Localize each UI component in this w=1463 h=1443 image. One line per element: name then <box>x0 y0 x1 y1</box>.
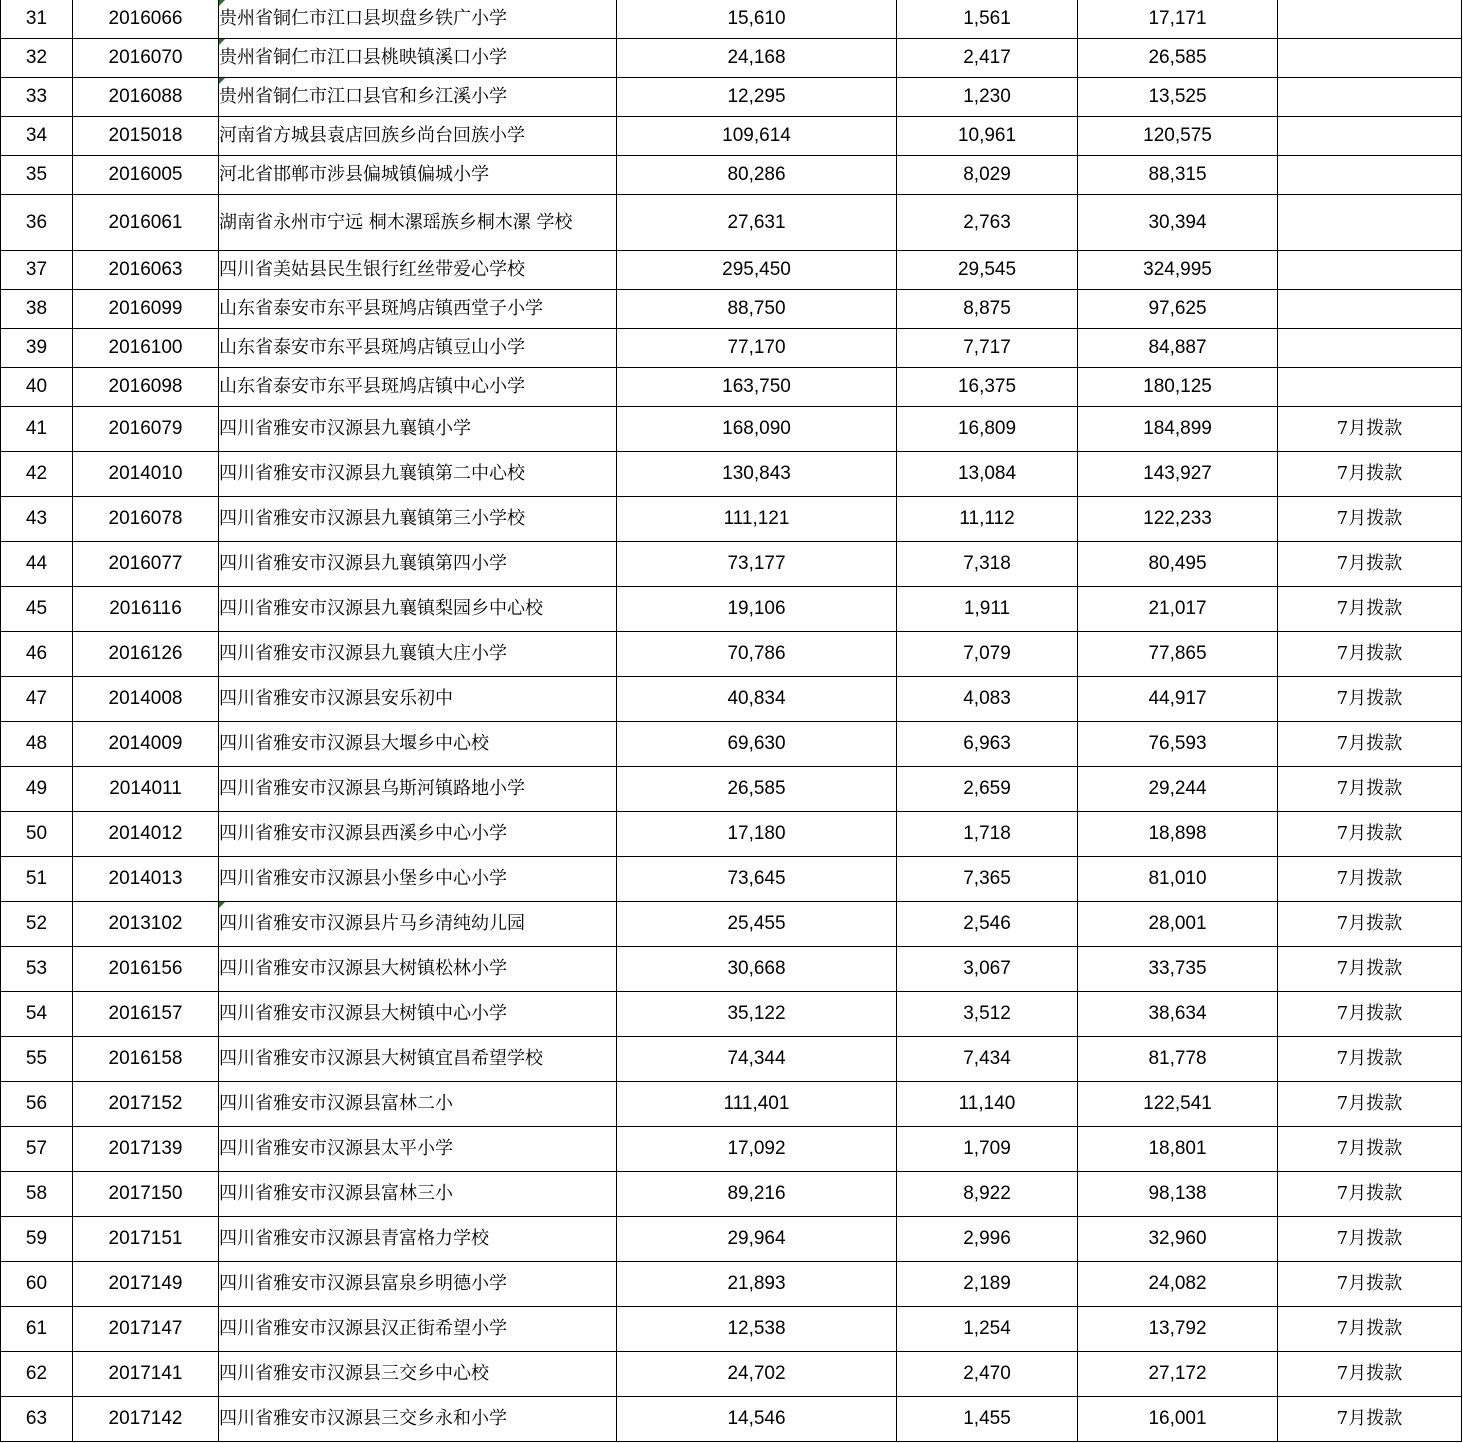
row-index-cell[interactable]: 61 <box>1 1307 73 1352</box>
note-cell[interactable]: 7月拨款 <box>1278 947 1462 992</box>
project-code-cell[interactable]: 2017147 <box>73 1307 219 1352</box>
school-name-cell[interactable]: 四川省雅安市汉源县富林三小 <box>219 1172 617 1217</box>
amount-cell[interactable]: 88,750 <box>617 290 897 329</box>
row-index-cell[interactable]: 56 <box>1 1082 73 1127</box>
table-row <box>1 78 1462 117</box>
fee-cell[interactable]: 1,561 <box>897 0 1078 39</box>
row-index-cell[interactable]: 58 <box>1 1172 73 1217</box>
table-row <box>1 497 1462 542</box>
amount-cell[interactable]: 89,216 <box>617 1172 897 1217</box>
school-name-cell[interactable]: 四川省雅安市汉源县九襄镇梨园乡中心校 <box>219 587 617 632</box>
total-cell[interactable]: 84,887 <box>1078 329 1278 368</box>
total-cell[interactable]: 27,172 <box>1078 1352 1278 1397</box>
note-cell[interactable] <box>1278 78 1462 117</box>
table-row <box>1 1037 1462 1082</box>
table-row <box>1 1397 1462 1442</box>
row-index-cell[interactable]: 57 <box>1 1127 73 1172</box>
school-name-cell[interactable]: 河南省方城县袁店回族乡尚台回族小学 <box>219 117 617 156</box>
amount-cell[interactable]: 77,170 <box>617 329 897 368</box>
row-index-cell[interactable]: 50 <box>1 812 73 857</box>
row-index-cell[interactable]: 62 <box>1 1352 73 1397</box>
row-index-cell[interactable]: 51 <box>1 857 73 902</box>
fee-cell[interactable]: 7,079 <box>897 632 1078 677</box>
row-index-cell[interactable]: 31 <box>1 0 73 39</box>
note-cell[interactable] <box>1278 195 1462 251</box>
table-row <box>1 722 1462 767</box>
school-name-cell[interactable]: 四川省雅安市汉源县太平小学 <box>219 1127 617 1172</box>
project-code-cell[interactable]: 2016077 <box>73 542 219 587</box>
total-cell[interactable]: 33,735 <box>1078 947 1278 992</box>
fee-cell[interactable]: 2,659 <box>897 767 1078 812</box>
note-cell[interactable]: 7月拨款 <box>1278 902 1462 947</box>
fee-cell[interactable]: 3,512 <box>897 992 1078 1037</box>
amount-cell[interactable]: 69,630 <box>617 722 897 767</box>
row-index-cell[interactable]: 44 <box>1 542 73 587</box>
table-row <box>1 329 1462 368</box>
project-code-cell[interactable]: 2016157 <box>73 992 219 1037</box>
total-cell[interactable]: 97,625 <box>1078 290 1278 329</box>
total-cell[interactable]: 180,125 <box>1078 368 1278 407</box>
amount-cell[interactable]: 24,702 <box>617 1352 897 1397</box>
note-cell[interactable] <box>1278 0 1462 39</box>
row-index-cell[interactable]: 38 <box>1 290 73 329</box>
fee-cell[interactable]: 7,365 <box>897 857 1078 902</box>
table-row <box>1 1307 1462 1352</box>
project-code-cell[interactable]: 2016070 <box>73 39 219 78</box>
amount-cell[interactable]: 168,090 <box>617 407 897 452</box>
project-code-cell[interactable]: 2017150 <box>73 1172 219 1217</box>
fee-cell[interactable]: 2,417 <box>897 39 1078 78</box>
fee-cell[interactable]: 16,809 <box>897 407 1078 452</box>
project-code-cell[interactable]: 2014008 <box>73 677 219 722</box>
fee-cell[interactable]: 7,717 <box>897 329 1078 368</box>
fee-cell[interactable]: 11,112 <box>897 497 1078 542</box>
table-row <box>1 407 1462 452</box>
table-row <box>1 947 1462 992</box>
amount-cell[interactable]: 27,631 <box>617 195 897 251</box>
table-row <box>1 117 1462 156</box>
amount-cell[interactable]: 130,843 <box>617 452 897 497</box>
table-row <box>1 251 1462 290</box>
project-code-cell[interactable]: 2016005 <box>73 156 219 195</box>
school-name-cell[interactable]: 河北省邯郸市涉县偏城镇偏城小学 <box>219 156 617 195</box>
school-name-cell[interactable]: 四川省雅安市汉源县三交乡永和小学 <box>219 1397 617 1442</box>
total-cell[interactable]: 13,525 <box>1078 78 1278 117</box>
amount-cell[interactable]: 70,786 <box>617 632 897 677</box>
table-row <box>1 452 1462 497</box>
fee-cell[interactable]: 29,545 <box>897 251 1078 290</box>
school-name-cell[interactable]: 四川省雅安市汉源县九襄镇第二中心校 <box>219 452 617 497</box>
amount-cell[interactable]: 73,645 <box>617 857 897 902</box>
table-row <box>1 767 1462 812</box>
fee-cell[interactable]: 16,375 <box>897 368 1078 407</box>
table-row <box>1 677 1462 722</box>
amount-cell[interactable]: 40,834 <box>617 677 897 722</box>
note-cell[interactable]: 7月拨款 <box>1278 812 1462 857</box>
school-name-cell[interactable]: 四川省雅安市汉源县小堡乡中心小学 <box>219 857 617 902</box>
project-code-cell[interactable]: 2016061 <box>73 195 219 251</box>
row-index-cell[interactable]: 55 <box>1 1037 73 1082</box>
school-name-cell[interactable]: 四川省雅安市汉源县九襄镇第三小学校 <box>219 497 617 542</box>
row-index-cell[interactable]: 34 <box>1 117 73 156</box>
row-index-cell[interactable]: 36 <box>1 195 73 251</box>
table-row <box>1 992 1462 1037</box>
school-name-cell[interactable]: 山东省泰安市东平县斑鸠店镇豆山小学 <box>219 329 617 368</box>
amount-cell[interactable]: 163,750 <box>617 368 897 407</box>
total-cell[interactable]: 184,899 <box>1078 407 1278 452</box>
table-row <box>1 812 1462 857</box>
note-cell[interactable]: 7月拨款 <box>1278 407 1462 452</box>
fee-cell[interactable]: 1,254 <box>897 1307 1078 1352</box>
project-code-cell[interactable]: 2014013 <box>73 857 219 902</box>
total-cell[interactable]: 143,927 <box>1078 452 1278 497</box>
fee-cell[interactable]: 3,067 <box>897 947 1078 992</box>
note-cell[interactable]: 7月拨款 <box>1278 1217 1462 1262</box>
total-cell[interactable]: 81,778 <box>1078 1037 1278 1082</box>
school-name-cell[interactable]: 湖南省永州市宁远 桐木漯瑶族乡桐木漯 学校 <box>219 195 617 251</box>
amount-cell[interactable]: 295,450 <box>617 251 897 290</box>
note-cell[interactable] <box>1278 290 1462 329</box>
row-index-cell[interactable]: 45 <box>1 587 73 632</box>
row-index-cell[interactable]: 33 <box>1 78 73 117</box>
amount-cell[interactable]: 24,168 <box>617 39 897 78</box>
amount-cell[interactable]: 111,401 <box>617 1082 897 1127</box>
project-code-cell[interactable]: 2013102 <box>73 902 219 947</box>
total-cell[interactable]: 88,315 <box>1078 156 1278 195</box>
row-index-cell[interactable]: 53 <box>1 947 73 992</box>
fee-cell[interactable]: 1,718 <box>897 812 1078 857</box>
fee-cell[interactable]: 13,084 <box>897 452 1078 497</box>
amount-cell[interactable]: 30,668 <box>617 947 897 992</box>
total-cell[interactable]: 44,917 <box>1078 677 1278 722</box>
total-cell[interactable]: 26,585 <box>1078 39 1278 78</box>
project-code-cell[interactable]: 2014009 <box>73 722 219 767</box>
fee-cell[interactable]: 4,083 <box>897 677 1078 722</box>
total-cell[interactable]: 324,995 <box>1078 251 1278 290</box>
total-cell[interactable]: 120,575 <box>1078 117 1278 156</box>
school-name-cell[interactable]: 四川省雅安市汉源县青富格力学校 <box>219 1217 617 1262</box>
table-row <box>1 1217 1462 1262</box>
project-code-cell[interactable]: 2016079 <box>73 407 219 452</box>
table-row <box>1 290 1462 329</box>
project-code-cell[interactable]: 2017139 <box>73 1127 219 1172</box>
school-name-cell[interactable]: 贵州省铜仁市江口县官和乡江溪小学 <box>219 78 617 117</box>
note-cell[interactable]: 7月拨款 <box>1278 1307 1462 1352</box>
school-name-cell[interactable]: 四川省雅安市汉源县九襄镇小学 <box>219 407 617 452</box>
amount-cell[interactable]: 35,122 <box>617 992 897 1037</box>
project-code-cell[interactable]: 2016158 <box>73 1037 219 1082</box>
total-cell[interactable]: 13,792 <box>1078 1307 1278 1352</box>
total-cell[interactable]: 18,898 <box>1078 812 1278 857</box>
project-code-cell[interactable]: 2014012 <box>73 812 219 857</box>
amount-cell[interactable]: 74,344 <box>617 1037 897 1082</box>
school-name-cell[interactable]: 四川省雅安市汉源县西溪乡中心小学 <box>219 812 617 857</box>
table-row <box>1 1172 1462 1217</box>
fee-cell[interactable]: 8,029 <box>897 156 1078 195</box>
table-row <box>1 542 1462 587</box>
total-cell[interactable]: 38,634 <box>1078 992 1278 1037</box>
row-index-cell[interactable]: 46 <box>1 632 73 677</box>
note-cell[interactable]: 7月拨款 <box>1278 992 1462 1037</box>
school-name-cell[interactable]: 贵州省铜仁市江口县坝盘乡铁广小学 <box>219 0 617 39</box>
row-index-cell[interactable]: 52 <box>1 902 73 947</box>
fee-cell[interactable]: 2,189 <box>897 1262 1078 1307</box>
note-cell[interactable]: 7月拨款 <box>1278 587 1462 632</box>
school-name-cell[interactable]: 四川省美姑县民生银行红丝带爱心学校 <box>219 251 617 290</box>
amount-cell[interactable]: 19,106 <box>617 587 897 632</box>
project-code-cell[interactable]: 2016126 <box>73 632 219 677</box>
note-cell[interactable] <box>1278 251 1462 290</box>
amount-cell[interactable]: 12,538 <box>617 1307 897 1352</box>
fee-cell[interactable]: 2,763 <box>897 195 1078 251</box>
note-cell[interactable]: 7月拨款 <box>1278 722 1462 767</box>
row-index-cell[interactable]: 59 <box>1 1217 73 1262</box>
table-row <box>1 0 1462 39</box>
school-name-cell[interactable]: 四川省雅安市汉源县大树镇松林小学 <box>219 947 617 992</box>
amount-cell[interactable]: 111,121 <box>617 497 897 542</box>
row-index-cell[interactable]: 54 <box>1 992 73 1037</box>
note-cell[interactable]: 7月拨款 <box>1278 1352 1462 1397</box>
fee-cell[interactable]: 2,546 <box>897 902 1078 947</box>
fee-cell[interactable]: 2,996 <box>897 1217 1078 1262</box>
amount-cell[interactable]: 12,295 <box>617 78 897 117</box>
table-row <box>1 857 1462 902</box>
school-name-cell[interactable]: 四川省雅安市汉源县三交乡中心校 <box>219 1352 617 1397</box>
note-cell[interactable]: 7月拨款 <box>1278 497 1462 542</box>
school-name-cell[interactable]: 四川省雅安市汉源县大堰乡中心校 <box>219 722 617 767</box>
table-row <box>1 368 1462 407</box>
amount-cell[interactable]: 73,177 <box>617 542 897 587</box>
note-cell[interactable] <box>1278 156 1462 195</box>
table-row <box>1 156 1462 195</box>
school-name-cell[interactable]: 四川省雅安市汉源县汉正街希望小学 <box>219 1307 617 1352</box>
fee-cell[interactable]: 1,230 <box>897 78 1078 117</box>
project-code-cell[interactable]: 2017151 <box>73 1217 219 1262</box>
row-index-cell[interactable]: 35 <box>1 156 73 195</box>
amount-cell[interactable]: 17,092 <box>617 1127 897 1172</box>
fee-cell[interactable]: 1,911 <box>897 587 1078 632</box>
project-code-cell[interactable]: 2016063 <box>73 251 219 290</box>
total-cell[interactable]: 80,495 <box>1078 542 1278 587</box>
project-code-cell[interactable]: 2014011 <box>73 767 219 812</box>
row-index-cell[interactable]: 40 <box>1 368 73 407</box>
project-code-cell[interactable]: 2016156 <box>73 947 219 992</box>
fee-cell[interactable]: 7,434 <box>897 1037 1078 1082</box>
note-cell[interactable]: 7月拨款 <box>1278 1127 1462 1172</box>
note-cell[interactable]: 7月拨款 <box>1278 1037 1462 1082</box>
row-index-cell[interactable]: 42 <box>1 452 73 497</box>
fee-cell[interactable]: 8,875 <box>897 290 1078 329</box>
school-name-cell[interactable]: 四川省雅安市汉源县富林二小 <box>219 1082 617 1127</box>
total-cell[interactable]: 30,394 <box>1078 195 1278 251</box>
table-row <box>1 39 1462 78</box>
total-cell[interactable]: 17,171 <box>1078 0 1278 39</box>
note-cell[interactable]: 7月拨款 <box>1278 452 1462 497</box>
fee-cell[interactable]: 1,455 <box>897 1397 1078 1442</box>
project-code-cell[interactable]: 2017149 <box>73 1262 219 1307</box>
school-name-cell[interactable]: 四川省雅安市汉源县安乐初中 <box>219 677 617 722</box>
total-cell[interactable]: 29,244 <box>1078 767 1278 812</box>
note-cell[interactable]: 7月拨款 <box>1278 857 1462 902</box>
note-cell[interactable]: 7月拨款 <box>1278 767 1462 812</box>
project-code-cell[interactable]: 2016098 <box>73 368 219 407</box>
table-row <box>1 632 1462 677</box>
fee-cell[interactable]: 7,318 <box>897 542 1078 587</box>
amount-cell[interactable]: 109,614 <box>617 117 897 156</box>
row-index-cell[interactable]: 43 <box>1 497 73 542</box>
fee-cell[interactable]: 10,961 <box>897 117 1078 156</box>
school-name-cell[interactable]: 四川省雅安市汉源县九襄镇大庄小学 <box>219 632 617 677</box>
fee-cell[interactable]: 6,963 <box>897 722 1078 767</box>
total-cell[interactable]: 77,865 <box>1078 632 1278 677</box>
row-index-cell[interactable]: 47 <box>1 677 73 722</box>
total-cell[interactable]: 24,082 <box>1078 1262 1278 1307</box>
total-cell[interactable]: 76,593 <box>1078 722 1278 767</box>
table-row <box>1 195 1462 251</box>
row-index-cell[interactable]: 60 <box>1 1262 73 1307</box>
row-index-cell[interactable]: 32 <box>1 39 73 78</box>
project-code-cell[interactable]: 2014010 <box>73 452 219 497</box>
fee-cell[interactable]: 11,140 <box>897 1082 1078 1127</box>
school-name-cell[interactable]: 四川省雅安市汉源县大树镇中心小学 <box>219 992 617 1037</box>
school-name-cell[interactable]: 山东省泰安市东平县斑鸠店镇中心小学 <box>219 368 617 407</box>
table-row <box>1 1352 1462 1397</box>
school-name-cell[interactable]: 四川省雅安市汉源县乌斯河镇路地小学 <box>219 767 617 812</box>
note-cell[interactable] <box>1278 368 1462 407</box>
total-cell[interactable]: 81,010 <box>1078 857 1278 902</box>
school-name-cell[interactable]: 四川省雅安市汉源县九襄镇第四小学 <box>219 542 617 587</box>
note-cell[interactable]: 7月拨款 <box>1278 1082 1462 1127</box>
school-name-cell[interactable]: 贵州省铜仁市江口县桃映镇溪口小学 <box>219 39 617 78</box>
table-row <box>1 1262 1462 1307</box>
note-cell[interactable]: 7月拨款 <box>1278 677 1462 722</box>
note-cell[interactable]: 7月拨款 <box>1278 542 1462 587</box>
row-index-cell[interactable]: 37 <box>1 251 73 290</box>
amount-cell[interactable]: 26,585 <box>617 767 897 812</box>
table-row <box>1 1082 1462 1127</box>
table-row <box>1 1127 1462 1172</box>
row-index-cell[interactable]: 49 <box>1 767 73 812</box>
amount-cell[interactable]: 80,286 <box>617 156 897 195</box>
fee-cell[interactable]: 1,709 <box>897 1127 1078 1172</box>
note-cell[interactable]: 7月拨款 <box>1278 1397 1462 1442</box>
note-cell[interactable] <box>1278 329 1462 368</box>
project-code-cell[interactable]: 2015018 <box>73 117 219 156</box>
total-cell[interactable]: 122,541 <box>1078 1082 1278 1127</box>
table-row <box>1 587 1462 632</box>
total-cell[interactable]: 32,960 <box>1078 1217 1278 1262</box>
project-code-cell[interactable]: 2016078 <box>73 497 219 542</box>
amount-cell[interactable]: 17,180 <box>617 812 897 857</box>
table-row <box>1 902 1462 947</box>
project-code-cell[interactable]: 2017142 <box>73 1397 219 1442</box>
project-code-cell[interactable]: 2016066 <box>73 0 219 39</box>
amount-cell[interactable]: 25,455 <box>617 902 897 947</box>
total-cell[interactable]: 122,233 <box>1078 497 1278 542</box>
school-name-cell[interactable]: 四川省雅安市汉源县大树镇宜昌希望学校 <box>219 1037 617 1082</box>
total-cell[interactable]: 16,001 <box>1078 1397 1278 1442</box>
fee-cell[interactable]: 2,470 <box>897 1352 1078 1397</box>
amount-cell[interactable]: 15,610 <box>617 0 897 39</box>
row-index-cell[interactable]: 63 <box>1 1397 73 1442</box>
note-cell[interactable] <box>1278 117 1462 156</box>
amount-cell[interactable]: 14,546 <box>617 1397 897 1442</box>
amount-cell[interactable]: 21,893 <box>617 1262 897 1307</box>
total-cell[interactable]: 18,801 <box>1078 1127 1278 1172</box>
amount-cell[interactable]: 29,964 <box>617 1217 897 1262</box>
fee-cell[interactable]: 8,922 <box>897 1172 1078 1217</box>
project-code-cell[interactable]: 2016099 <box>73 290 219 329</box>
note-cell[interactable]: 7月拨款 <box>1278 1172 1462 1217</box>
total-cell[interactable]: 21,017 <box>1078 587 1278 632</box>
total-cell[interactable]: 28,001 <box>1078 902 1278 947</box>
project-code-cell[interactable]: 2017152 <box>73 1082 219 1127</box>
project-code-cell[interactable]: 2016100 <box>73 329 219 368</box>
row-index-cell[interactable]: 41 <box>1 407 73 452</box>
total-cell[interactable]: 98,138 <box>1078 1172 1278 1217</box>
row-index-cell[interactable]: 39 <box>1 329 73 368</box>
note-cell[interactable]: 7月拨款 <box>1278 1262 1462 1307</box>
project-code-cell[interactable]: 2016088 <box>73 78 219 117</box>
table-body <box>1 0 1462 1442</box>
note-cell[interactable] <box>1278 39 1462 78</box>
school-name-cell[interactable]: 四川省雅安市汉源县富泉乡明德小学 <box>219 1262 617 1307</box>
project-code-cell[interactable]: 2017141 <box>73 1352 219 1397</box>
school-name-cell[interactable]: 山东省泰安市东平县斑鸠店镇西堂子小学 <box>219 290 617 329</box>
project-code-cell[interactable]: 2016116 <box>73 587 219 632</box>
school-name-cell[interactable]: 四川省雅安市汉源县片马乡清纯幼儿园 <box>219 902 617 947</box>
note-cell[interactable]: 7月拨款 <box>1278 632 1462 677</box>
row-index-cell[interactable]: 48 <box>1 722 73 767</box>
